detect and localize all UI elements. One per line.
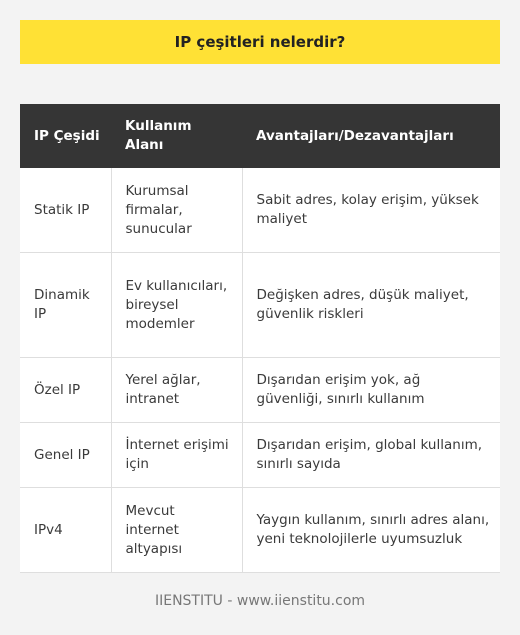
cell-pros-cons: Dışarıdan erişim, global kullanım, sınırlı sayıda bbox=[242, 423, 500, 488]
cell-ip-type: IPv4 bbox=[20, 488, 111, 573]
cell-usage-area: Yerel ağlar, intranet bbox=[111, 358, 242, 423]
cell-usage-area: İnternet erişimi için bbox=[111, 423, 242, 488]
cell-ip-type: Dinamik IP bbox=[20, 253, 111, 358]
ip-types-table bbox=[20, 104, 500, 573]
cell-ip-type: Özel IP bbox=[20, 358, 111, 423]
cell-pros-cons: Sabit adres, kolay erişim, yüksek maliyet bbox=[242, 168, 500, 253]
header-ip-type: IP Çeşidi bbox=[20, 104, 111, 168]
header-usage-area: Kullanım Alanı bbox=[111, 104, 242, 168]
cell-pros-cons: Değişken adres, düşük maliyet, güvenlik riskleri bbox=[242, 253, 500, 358]
cell-usage-area: Mevcut internet altyapısı bbox=[111, 488, 242, 573]
footer-credit: IIENSTITU - www.iienstitu.com bbox=[154, 593, 366, 609]
table-row bbox=[20, 488, 500, 573]
table-row bbox=[20, 168, 500, 253]
cell-pros-cons: Dışarıdan erişim yok, ağ güvenliği, sınırlı kullanım bbox=[242, 358, 500, 423]
page-title: IP çeşitleri nelerdir? bbox=[174, 33, 346, 51]
header-pros-cons: Avantajları/Dezavantajları bbox=[242, 104, 500, 168]
cell-ip-type: Genel IP bbox=[20, 423, 111, 488]
cell-usage-area: Kurumsal firmalar, sunucular bbox=[111, 168, 242, 253]
cell-usage-area: Ev kullanıcıları, bireysel modemler bbox=[111, 253, 242, 358]
page-title-banner bbox=[20, 20, 500, 64]
cell-pros-cons: Yaygın kullanım, sınırlı adres alanı, yeni teknolojilerle uyumsuzluk bbox=[242, 488, 500, 573]
table-row bbox=[20, 253, 500, 358]
table-header-row bbox=[20, 104, 500, 168]
table-row bbox=[20, 423, 500, 488]
table-row bbox=[20, 358, 500, 423]
cell-ip-type: Statik IP bbox=[20, 168, 111, 253]
